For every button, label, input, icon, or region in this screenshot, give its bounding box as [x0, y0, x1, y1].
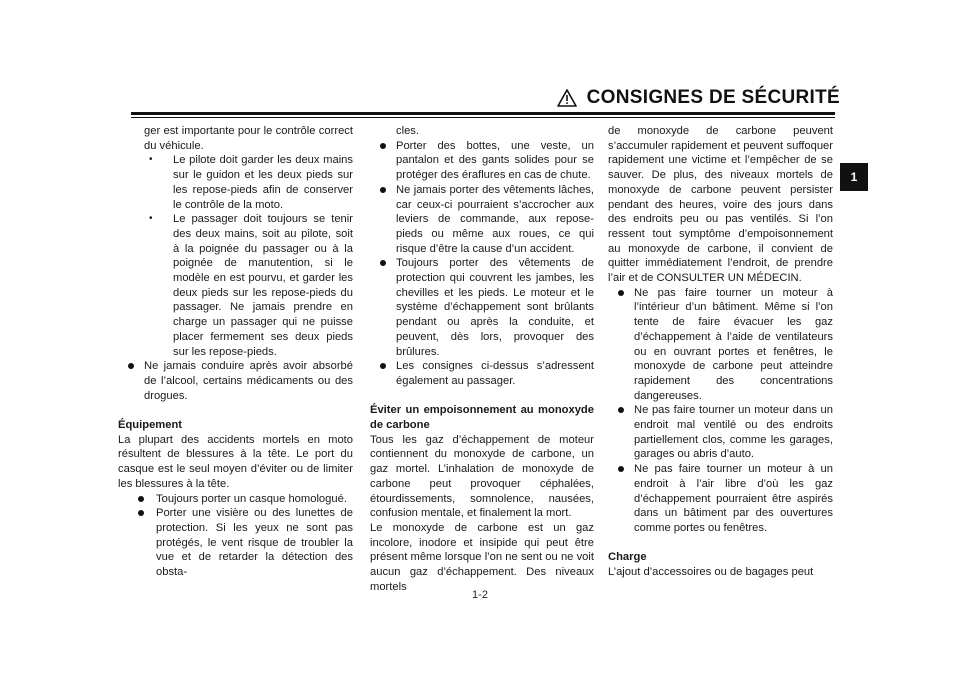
- bullet-item: Toujours porter un casque homologué.: [118, 492, 353, 507]
- bullet-item: Toujours porter des vêtements de protection qui couvrent les jambes, les chevilles et les pieds. Le moteur et le système d’échappement sont brûlants pendant ou après la conduite, et peuvent, dès lors, provoquer des brûlures.: [370, 256, 594, 359]
- text-column-3: [608, 124, 833, 580]
- chapter-tab: 1: [840, 163, 868, 191]
- sub-bullet-item: • Le passager doit toujours se tenir des deux mains, soit au pilote, soit à la poignée du passager ou à la poignée de manutention, si le modèle en est pourvu, et garder les deux pieds sur les repose-pieds du passager. Ne jamais prendre en charge un passager qui ne puisse placer fermement ses deux pieds sur les repose-pieds.: [118, 212, 353, 359]
- section-heading: Charge: [608, 551, 647, 564]
- warning-triangle-icon: [557, 89, 577, 107]
- paragraph: ger est importante pour le contrôle correct du véhicule.: [144, 125, 353, 152]
- section-heading: Éviter un empoisonnement au monoxyde de carbone: [370, 404, 594, 432]
- bullet-item: Ne pas faire tourner un moteur à l’intérieur d’un bâtiment. Même si l’on tente de faire évacuer les gaz d’échappement à l’aide de ventilateurs ou en ouvrant portes et fenêtres, le monoxyde de carbone peut atteindre rapidement des concentrations dangereuses.: [608, 286, 833, 404]
- header-rule-thick: [131, 112, 835, 115]
- paragraph: Le monoxyde de carbone est un gaz incolore, inodore et insipide qui peut être présent même lorsque l’on ne sent ou ne voit aucun gaz d’échappement. Des niveaux mortels: [370, 521, 594, 593]
- text-column-1: [118, 124, 353, 580]
- bullet-item: Porter des bottes, une veste, un pantalon et des gants solides pour se protéger des éraflures en cas de chute.: [370, 139, 594, 183]
- header-rule-thin: [131, 117, 835, 118]
- bullet-item: Les consignes ci-dessus s’adressent également au passager.: [370, 359, 594, 388]
- paragraph: L’ajout d’accessoires ou de bagages peut: [608, 566, 814, 579]
- paragraph: de monoxyde de carbone peuvent s’accumuler rapidement et peuvent suffoquer rapidement une victime et l’empêcher de se sauver. De plus, des niveaux mortels de monoxyde de carbone peuvent persister pendant des heures, voire des jours dans des endroits peu ou pas ventilés. Si l’on ressent tout symptôme d’empoisonnement au monoxyde de carbone, il convient de quitter immédiatement l’endroit, de prendre l’air et de CONSULTER UN MÉDECIN.: [608, 125, 833, 285]
- page-number: 1-2: [472, 589, 488, 601]
- section-heading: Équipement: [118, 419, 183, 432]
- section-header: [530, 84, 840, 112]
- paragraph: Tous les gaz d’échappement de moteur contiennent du monoxyde de carbone, un gaz mortel. L’inhalation de monoxyde de carbone peut provoquer céphalées, étourdissements, somnolence, nausées, confusion mentale, et finalement la mort.: [370, 433, 594, 520]
- bullet-item: Ne jamais conduire après avoir absorbé de l’alcool, certains médicaments ou des drogues.: [118, 359, 353, 403]
- section-title: CONSIGNES DE SÉCURITÉ: [586, 87, 840, 108]
- paragraph: La plupart des accidents mortels en moto résultent de blessures à la tête. Le port du casque est le seul moyen d’éviter ou de limiter les blessures à la tête.: [118, 433, 353, 490]
- bullet-item: Ne jamais porter des vêtements lâches, car ceux-ci pourraient s’accrocher aux leviers de commande, aux repose-pieds ou même aux roues, ce qui risque d’être la cause d’un accident.: [370, 183, 594, 257]
- bullet-item: Ne pas faire tourner un moteur dans un endroit mal ventilé ou des endroits partiellement clos, comme les garages, garages ou abris d’auto.: [608, 403, 833, 462]
- paragraph: cles.: [396, 125, 420, 137]
- bullet-item: Ne pas faire tourner un moteur à un endroit à l’air libre d’où les gaz d’échappement pourraient être aspirés dans un bâtiment par des ouvertures comme portes ou fenêtres.: [608, 462, 833, 536]
- sub-bullet-item: • Le pilote doit garder les deux mains sur le guidon et les deux pieds sur les repose-pieds afin de conserver le contrôle de la moto.: [118, 153, 353, 212]
- bullet-item: Porter une visière ou des lunettes de protection. Si les yeux ne sont pas protégés, le vent risque de troubler la vue et de retarder la détection des obsta-: [118, 506, 353, 580]
- text-column-2: [370, 124, 594, 594]
